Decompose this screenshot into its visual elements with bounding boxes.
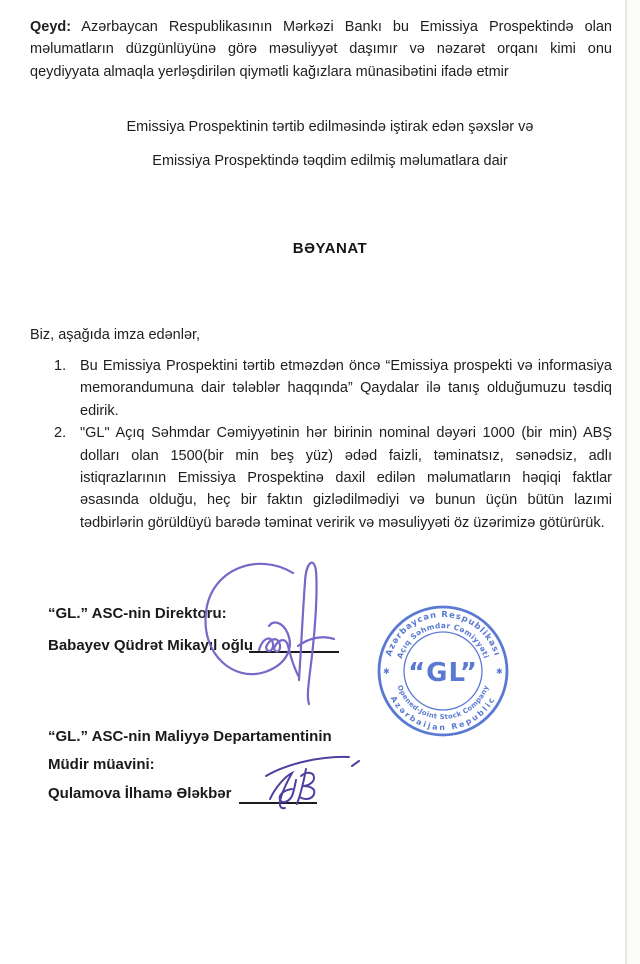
- stamp-outer-bottom-text: Azərbaijan Republic: [388, 694, 498, 733]
- stamp-inner-top-text: Açıq Səhmdar Cəmiyyəti: [395, 620, 491, 660]
- subtitle-line-2: Emissiya Prospektində təqdim edilmiş məlumatlara dair: [152, 153, 508, 169]
- declaration-list: [30, 355, 612, 534]
- signature1-title: “GL.” ASC-nin Direktoru:: [48, 605, 227, 622]
- note-text: Azərbaycan Respublikasının Mərkəzi Bankı bu Emissiya Prospektində olan məlumatların düzgünlüyünə görə məsuliyyət daşımır və nəzarət orqanı kimi onu qeydiyyata almaqla yerləşdirilən qiymətli kağızlara münasibətini ifadə etmir: [30, 19, 612, 80]
- scan-edge-band: [627, 0, 640, 964]
- list-item-text: "GL" Açıq Səhmdar Cəmiyyətinin hər birinin nominal dəyəri 1000 (bir min) ABŞ dolları olan 1500(bir min beş yüz) ədəd faizli, təminatsız, sənədsiz, adlı istiqrazlarının Emissiya Prospektinə daxil edilən məlumatların həqiqi faktlar əsasında olduğu, heç bir faktın gizlədilmədiyi və bunun üçün bütün lazımi tədbirlərin görüldüyü barədə təminat veririk və məsuliyyəti öz üzərimizə götürürük.: [80, 425, 612, 531]
- list-item-number: 2.: [54, 425, 67, 442]
- subtitle-line-1: Emissiya Prospektinin tərtib edilməsində iştirak edən şəxslər və: [126, 119, 534, 135]
- signature2-name: Qulamova İlhamə Ələkbər: [48, 785, 232, 802]
- signature2-title: “GL.” ASC-nin Maliyyə Departamentinin: [48, 728, 332, 745]
- list-item: [30, 422, 612, 534]
- scan-edge-line: [625, 0, 627, 964]
- stamp-star-left-icon: ✱: [383, 667, 390, 676]
- list-item: [30, 355, 612, 422]
- list-item-number: 1.: [54, 358, 67, 374]
- director-signature-ink: [195, 550, 345, 710]
- note-label: Qeyd:: [30, 19, 72, 35]
- company-stamp: [358, 586, 528, 756]
- deputy-signature-ink: [258, 748, 363, 818]
- signature2-role: Müdir müavini:: [48, 756, 155, 773]
- signature1-name: Babayev Qüdrət Mikayıl oğlu: [48, 637, 254, 654]
- stamp-center-text: “GL”: [408, 658, 478, 688]
- intro-line: Biz, aşağıda imza edənlər,: [30, 327, 201, 343]
- stamp-outer-top-text: Azərbaycan Respublikası: [383, 608, 503, 658]
- page-title: BƏYANAT: [292, 240, 368, 257]
- note-paragraph: [30, 16, 612, 83]
- stamp-star-right-icon: ✱: [496, 667, 503, 676]
- stamp-inner-bottom-text: Opened-Joint Stock Company: [395, 684, 491, 722]
- list-item-text: Bu Emissiya Prospektini tərtib etməzdən öncə “Emissiya prospekti və informasiya memorandumuna dair tələblər haqqında” Qaydalar ilə tanış olduğumuzu təsdiq edirik.: [80, 358, 612, 419]
